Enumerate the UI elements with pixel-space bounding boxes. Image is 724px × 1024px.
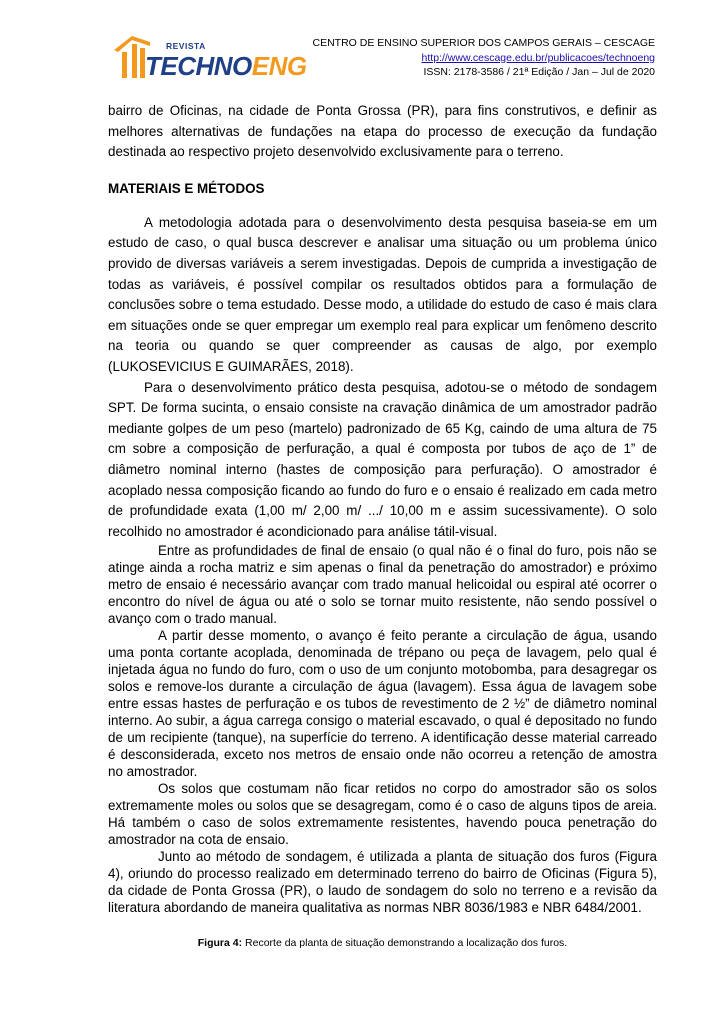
paragraph-lavagem: A partir desse momento, o avanço é feito perante a circulação de água, usando uma ponta cortante acoplada, denominada de trépano ou peça de lavagem, pelo qual é injetada água no fundo do furo, com o uso de um conjunto motobomba, para desagregar os solos e remove-los durante a circulação de água (lavagem). Essa água de lavagem sobe entre essas hastes de perfuração e os tubos de revestimento de 2 ½” de diâmetro nominal interno. Ao subir, a água carrega consigo o material escavado, o qual é depositado no fundo de um recipiente (tanque), na superfície do terreno. A identificação desse material carreado é desconsiderada, exceto nos metros de ensaio onde não ocorreu a retenção de amostra no amostrador. [108, 628, 657, 780]
figure-caption-text: Recorte da planta de situação demonstrando a localização dos furos. [242, 937, 568, 949]
paragraph-trado: Entre as profundidades de final de ensaio (o qual não é o final do furo, pois não se atinge ainda a rocha matriz e sim apenas o final da penetração do amostrador) e próximo metro de ensaio é necessário avançar com trado manual helicoidal ou espiral até ocorrer o encontro do nível de água ou até o solo se tornar muito resistente, não sendo possível o avanço com o trado manual. [108, 543, 657, 627]
paragraph-planta-situacao: Junto ao método de sondagem, é utilizada a planta de situação dos furos (Figura 4), oriundo do processo realizado em determinado terreno do bairro de Oficinas (Figura 5), da cidade de Ponta Grossa (PR), o laudo de sondagem do solo no terreno e a revisão da literatura abordando de maneira qualitativa as normas NBR 8036/1983 e NBR 6484/2001. [108, 849, 657, 916]
figure-caption-label: Figura 4: [197, 937, 243, 949]
institution-name: CENTRO DE ENSINO SUPERIOR DOS CAMPOS GERAIS – CESCAGE [312, 37, 655, 49]
paragraph-solos-retidos: Os solos que costumam não ficar retidos no corpo do amostrador são os solos extremamente moles ou solos que se desagregam, como é o caso de alguns tipos de areia. Há também o caso de solos extremamente resistentes, havendo pouca penetração do amostrador na cota de ensaio. [108, 781, 657, 848]
logo-wordmark [145, 51, 307, 82]
logo-label-revista: REVISTA [166, 41, 206, 51]
journal-logo [110, 30, 310, 85]
paragraph-methodology: A metodologia adotada para o desenvolvimento desta pesquisa baseia-se em um estudo de caso, o qual busca descrever e analisar uma situação ou um problema único provido de diversas variáveis a serem investigadas. Depois de cumprida a investigação de todas as variáveis, é possível compilar os resultados obtidos para a formulação de conclusões sobre o tema estudado. Desse modo, a utilidade do estudo de caso é mais clara em situações onde se quer empregar um exemplo real para explicar um fenômeno descrito na teoria ou quando se quer compreender as causas de algo, por exemplo (LUKOSEVICIUS E GUIMARÃES, 2018). [108, 214, 657, 374]
journal-header-info [313, 36, 655, 80]
logo-wordmark-part1: TECHNO [145, 51, 252, 81]
logo-wordmark-part2: ENG [251, 51, 307, 81]
journal-url-link[interactable]: http://www.cescage.edu.br/publicacoes/technoeng [421, 51, 655, 64]
figure-caption [108, 937, 657, 949]
section-heading: MATERIAIS E MÉTODOS [108, 180, 265, 196]
paragraph-intro-continuation: bairro de Oficinas, na cidade de Ponta Grossa (PR), para fins construtivos, e definir as melhores alternativas de fundações na etapa do processo de execução da fundação destinada ao respectivo projeto desenvolvido exclusivamente para o terreno. [108, 103, 657, 160]
paragraph-spt-method: Para o desenvolvimento prático desta pesquisa, adotou-se o método de sondagem SPT. De forma sucinta, o ensaio consiste na cravação dinâmica de um amostrador padrão mediante golpes de um peso (martelo) padronizado de 65 Kg, caindo de uma altura de 75 cm sobre a composição de perfuração, a qual é composta por tubos de aço de 1” de diâmetro nominal interno (hastes de composição para perfuração). O amostrador é acoplado nessa composição ficando ao fundo do furo e o ensaio é realizado em cada metro de profundidade exata (1,00 m/ 2,00 m/ .../ 10,00 m e assim sucessivamente). O solo recolhido no amostrador é acondicionado para análise tátil-visual. [108, 379, 657, 539]
issn-edition: ISSN: 2178-3586 / 21ª Edição / Jan – Jul de 2020 [423, 66, 655, 78]
page-body [108, 101, 657, 916]
